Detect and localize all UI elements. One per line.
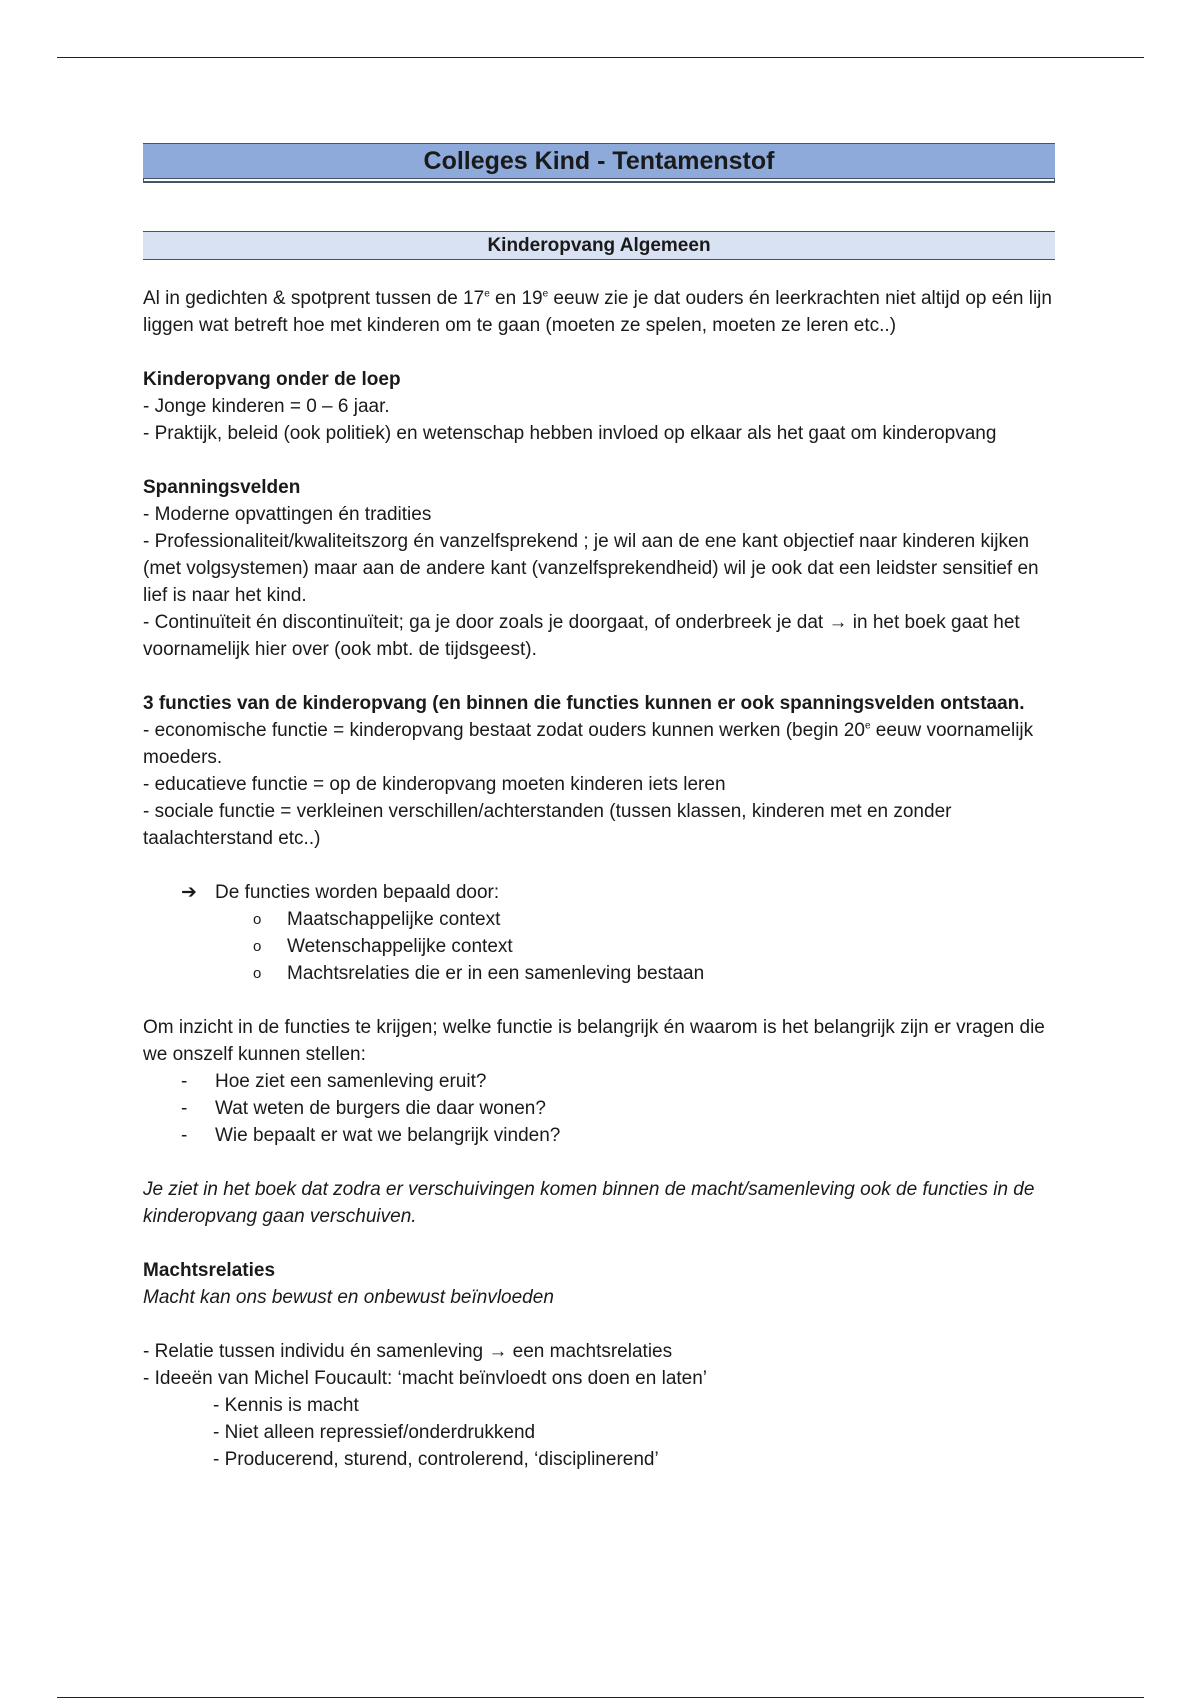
economische-functie-line: - economische functie = kinderopvang bestaat zodat ouders kunnen werken (begin 20e eeuw voornamelijk moeders. xyxy=(143,720,1034,768)
inzicht-paragraph: Om inzicht in de functies te krijgen; welke functie is belangrijk én waarom is het belangrijk zijn er vragen die we onszelf kunnen stellen: xyxy=(143,1017,1045,1065)
questions-list xyxy=(143,1068,1055,1149)
circle-bullet-icon: o xyxy=(253,965,262,982)
loep-line: - Jonge kinderen = 0 – 6 jaar. xyxy=(143,396,390,417)
intro-paragraph: Al in gedichten & spotprent tussen de 17e en 19e eeuw zie je dat ouders én leerkrachten niet altijd op eén lijn liggen wat betreft hoe met kinderen om te gaan (moeten ze spelen, moeten ze leren etc..) xyxy=(143,288,1052,336)
document-title: Colleges Kind - Tentamenstof xyxy=(143,143,1055,179)
functies-bepaald-list xyxy=(143,879,1055,906)
arrow-right-icon: ➔ xyxy=(181,882,197,903)
circle-bullet-icon: o xyxy=(253,911,262,928)
circle-bullet-icon: o xyxy=(253,938,262,955)
top-page-rule xyxy=(57,57,1144,58)
functie-line: - sociale functie = verkleinen verschillen/achterstanden (tussen klassen, kinderen met en zonder taalachterstand etc..) xyxy=(143,801,952,849)
list-item: - Hoe ziet een samenleving eruit? xyxy=(181,1071,487,1092)
functie-line: - educatieve functie = op de kinderopvang moeten kinderen iets leren xyxy=(143,774,726,795)
loep-heading: Kinderopvang onder de loep xyxy=(143,369,401,390)
loep-line: - Praktijk, beleid (ook politiek) en wetenschap hebben invloed op elkaar als het gaat om kinderopvang xyxy=(143,423,997,444)
list-item: - Niet alleen repressief/onderdrukkend xyxy=(213,1422,536,1443)
foucault-list xyxy=(143,1392,1055,1473)
italic-note: Je ziet in het boek dat zodra er verschuivingen komen binnen de macht/samenleving ook de functies in de kinderopvang gaan verschuiven. xyxy=(143,1179,1035,1227)
machtsrelaties-heading: Machtsrelaties xyxy=(143,1260,276,1281)
list-item: o Maatschappelijke context xyxy=(143,906,1055,933)
list-item: o Machtsrelaties die er in een samenleving bestaan xyxy=(143,960,1055,987)
list-item: - Wat weten de burgers die daar wonen? xyxy=(181,1098,546,1119)
macht-line: - Ideeën van Michel Foucault: ‘macht beïnvloedt ons doen en laten’ xyxy=(143,1368,708,1389)
bottom-page-rule xyxy=(57,1697,1144,1698)
functies-heading: 3 functies van de kinderopvang (en binnen die functies kunnen er ook spanningsvelden ontstaan. xyxy=(143,693,1025,714)
machtsrelaties-subtitle: Macht kan ons bewust en onbewust beïnvloeden xyxy=(143,1287,554,1308)
list-item: - Producerend, sturend, controlerend, ‘disciplinerend’ xyxy=(213,1449,659,1470)
document-content xyxy=(143,143,1055,1473)
list-item: - Wie bepaalt er wat we belangrijk vinden? xyxy=(181,1125,561,1146)
spanningsvelden-line: - Continuïteit én discontinuïteit; ga je door zoals je doorgaat, of onderbreek je dat → in het boek gaat het voornamelijk hier over (ook mbt. de tijdsgeest). xyxy=(143,612,1020,660)
list-item: ➔ De functies worden bepaald door: xyxy=(143,879,1055,906)
spanningsvelden-line: - Moderne opvattingen én tradities xyxy=(143,504,432,525)
spanningsvelden-line: - Professionaliteit/kwaliteitszorg én vanzelfsprekend ; je wil aan de ene kant objectief naar kinderen kijken (met volgsystemen) maar aan de andere kant (vanzelfsprekendheid) wil je ook dat een leidster sensitief en lief is naar het kind. xyxy=(143,531,1039,606)
section-title: Kinderopvang Algemeen xyxy=(143,231,1055,260)
spanningsvelden-heading: Spanningsvelden xyxy=(143,477,301,498)
context-list xyxy=(143,906,1055,987)
list-item: o Wetenschappelijke context xyxy=(143,933,1055,960)
macht-line: - Relatie tussen individu én samenleving → een machtsrelaties xyxy=(143,1341,673,1362)
list-item: - Kennis is macht xyxy=(213,1395,359,1416)
